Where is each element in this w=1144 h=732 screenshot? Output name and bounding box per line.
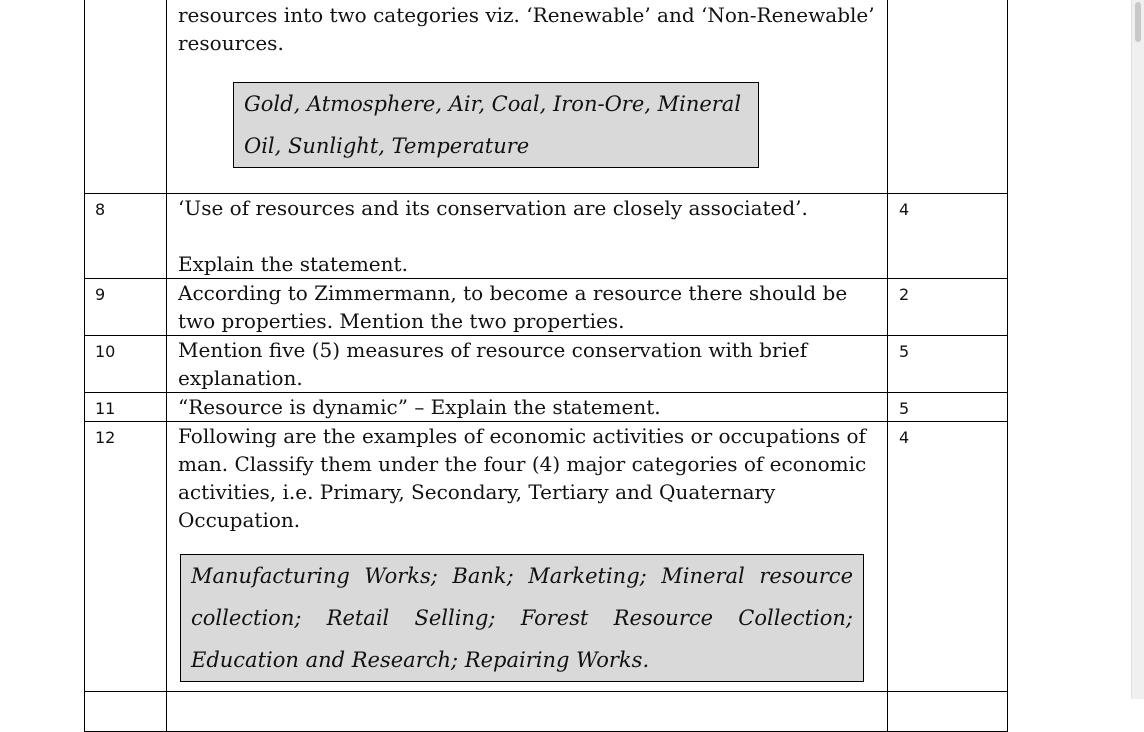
- question-cell-cut: [167, 692, 888, 732]
- question-text: Following are the examples of economic activities or occupations of man. Classify them under the four (4) major categories of economic activities, i.e. Primary, Secondary, Tertiary and Quaternary Occupation.: [178, 424, 867, 532]
- question-marks-cut: [888, 692, 1008, 732]
- question-number: 10: [85, 336, 167, 393]
- question-marks: 5: [888, 336, 1008, 393]
- question-text: According to Zimmermann, to become a resource there should be two properties. Mention the two properties.: [178, 281, 848, 333]
- question-marks: [888, 0, 1008, 194]
- question-marks: 4: [888, 194, 1008, 279]
- question-number: 11: [85, 393, 167, 422]
- resource-list-box: Gold, Atmosphere, Air, Coal, Iron-Ore, Mineral Oil, Sunlight, Temperature: [233, 82, 759, 168]
- question-number: [85, 0, 167, 194]
- question-text-instruction: Explain the statement.: [178, 252, 408, 276]
- question-marks: 5: [888, 393, 1008, 422]
- table-row: [85, 194, 1008, 279]
- spacer: [178, 222, 877, 250]
- question-cell: [167, 336, 888, 393]
- question-number: 8: [85, 194, 167, 279]
- question-number: 9: [85, 279, 167, 336]
- question-cell: [167, 0, 888, 194]
- question-text: Mention five (5) measures of resource conservation with brief explanation.: [178, 338, 808, 390]
- question-cell: [167, 393, 888, 422]
- question-text: ‘Use of resources and its conservation are closely associated’.: [178, 196, 808, 220]
- table-row: [85, 0, 1008, 194]
- table-row: [85, 279, 1008, 336]
- table-row: [85, 692, 1008, 732]
- question-number: 12: [85, 422, 167, 692]
- question-marks: 4: [888, 422, 1008, 692]
- question-text: resources into two categories viz. ‘Renewable’ and ‘Non-Renewable’ resources.: [178, 3, 875, 55]
- question-marks: 2: [888, 279, 1008, 336]
- question-text: “Resource is dynamic” – Explain the statement.: [178, 395, 661, 419]
- vertical-scrollbar[interactable]: [1131, 0, 1144, 699]
- table-row: [85, 422, 1008, 692]
- questions-table: [84, 0, 1008, 732]
- question-cell: [167, 279, 888, 336]
- table-row: [85, 336, 1008, 393]
- scrollbar-thumb[interactable]: [1135, 2, 1141, 42]
- question-number-cut: [85, 692, 167, 732]
- question-cell: [167, 194, 888, 279]
- question-cell: [167, 422, 888, 692]
- activities-list-box: Manufacturing Works; Bank; Marketing; Mineral resource collection; Retail Selling; Forest Resource Collection; Education and Research; Repairing Works.: [180, 554, 864, 682]
- table-row: [85, 393, 1008, 422]
